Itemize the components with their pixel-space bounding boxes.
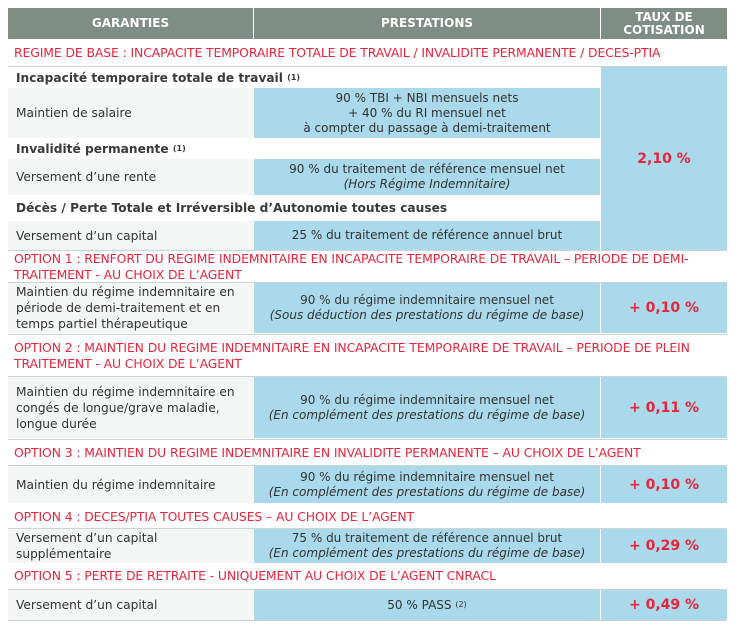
label-line: Versement d’un capital (16, 598, 158, 612)
label-option-1 (8, 283, 253, 333)
label-versement-rente: Versement d’une rente (8, 159, 253, 195)
divider (8, 334, 727, 335)
header-taux (601, 8, 727, 39)
benefit-option-1 (254, 283, 600, 333)
label-line: Maintien du régime indemnitaire en (16, 285, 235, 299)
header-garanties: GARANTIES (8, 8, 253, 39)
label-line: période de demi-traitement et en (16, 301, 221, 315)
benefit-line: 90 % TBI + NBI mensuels nets (335, 90, 519, 105)
label-line: supplémentaire (16, 547, 112, 561)
subheading-incapacite: Incapacité temporaire totale de travail (1) (16, 70, 301, 85)
label-versement-capital: Versement d’un capital (8, 221, 253, 250)
label-line: Maintien du régime indemnitaire en (16, 384, 235, 399)
rate-option-5: + 0,49 % (601, 590, 727, 620)
benefit-versement-rente (254, 159, 600, 195)
benefit-line: 90 % du régime indemnitaire mensuel net (300, 392, 554, 407)
label-option-5 (8, 590, 253, 620)
section-title-option-4: OPTION 4 : DECES/PTIA TOUTES CAUSES – AU CHOIX DE L’AGENT (14, 508, 415, 524)
section-title-option-1 (8, 251, 736, 282)
benefit-option-3 (254, 466, 600, 503)
label-line: Versement d’un capital (16, 531, 158, 545)
benefit-maintien-salaire (254, 88, 600, 138)
benefit-line: 90 % du traitement de référence mensuel net (289, 162, 565, 176)
label-line: temps partiel thérapeutique (16, 317, 188, 331)
benefit-option-2 (254, 377, 600, 438)
label-maintien-salaire: Maintien de salaire (8, 88, 253, 138)
benefit-line: à compter du passage à demi-traitement (303, 120, 551, 135)
title-line: OPTION 2 : MAINTIEN DU REGIME INDEMNITAIRE EN INCAPACITE TEMPORAIRE DE TRAVAIL – PERIODE DE PLEIN (14, 340, 690, 355)
label-option-3 (8, 466, 253, 503)
label-option-4 (8, 529, 253, 563)
subheading-deces (8, 195, 600, 220)
benefit-line: 25 % du traitement de référence annuel brut (291, 228, 563, 242)
section-title-option-3: OPTION 3 : MAINTIEN DU REGIME INDEMNITAIRE EN INVALIDITE PERMANENTE – AU CHOIX DE L’AGENT (14, 444, 641, 460)
benefit-note: (En complément des prestations du régime de base) (268, 546, 586, 560)
header-taux-line1: TAUX DE (635, 9, 693, 24)
subheading-text: Décès / Perte Totale et Irréversible d’Autonomie toutes causes (16, 200, 448, 215)
header-taux-line2: COTISATION (623, 22, 705, 37)
subheading-text: Incapacité temporaire totale de travail (16, 70, 283, 85)
divider (8, 620, 727, 621)
benefit-note: (Hors Régime Indemnitaire) (343, 177, 511, 191)
title-line: TRAITEMENT - AU CHOIX DE L’AGENT (14, 266, 242, 282)
rate-regime-base: 2,10 % (601, 67, 727, 250)
benefit-line: 75 % du traitement de référence annuel brut (291, 531, 563, 545)
rate-option-2: + 0,11 % (601, 377, 727, 438)
benefit-note: (Sous déduction des prestations du régime de base) (269, 308, 585, 322)
rate-option-1: + 0,10 % (601, 283, 727, 333)
benefit-versement-capital (254, 221, 600, 250)
section-title-option-5: OPTION 5 : PERTE DE RETRAITE - UNIQUEMENT AU CHOIX DE L’AGENT CNRACL (14, 568, 496, 583)
rate-option-4: + 0,29 % (601, 529, 727, 563)
benefit-note: (En complément des prestations du régime de base) (268, 407, 586, 422)
rate-option-3: + 0,10 % (601, 466, 727, 503)
section-title-option-2 (8, 337, 736, 375)
benefit-option-5: 50 % PASS (2) (254, 590, 600, 620)
subheading-invalidite: Invalidité permanente (1) (16, 141, 186, 156)
title-line: TRAITEMENT - AU CHOIX DE L’AGENT (14, 356, 242, 371)
benefit-line: 90 % du régime indemnitaire mensuel net (300, 469, 554, 484)
title-line: OPTION 1 : RENFORT DU REGIME INDEMNITAIRE EN INCAPACITE TEMPORAIRE DE TRAVAIL – PERIODE DE DEMI- (14, 250, 689, 266)
header-prestations: PRESTATIONS (254, 8, 600, 39)
label-option-2 (8, 377, 253, 438)
section-title-regime-base: REGIME DE BASE : INCAPACITE TEMPORAIRE TOTALE DE TRAVAIL / INVALIDITE PERMANENTE / DECES-PTIA (14, 45, 661, 60)
benefit-line: 50 % PASS (387, 597, 452, 612)
subheading-text: Invalidité permanente (16, 141, 169, 156)
label-line: Maintien du régime indemnitaire (16, 477, 216, 492)
benefit-line: 90 % du régime indemnitaire mensuel net (300, 293, 554, 307)
benefit-line: + 40 % du RI mensuel net (348, 105, 506, 120)
label-line: congés de longue/grave maladie, (16, 400, 220, 415)
benefit-note: (En complément des prestations du régime de base) (268, 484, 586, 499)
benefit-option-4 (254, 529, 600, 563)
label-line: longue durée (16, 416, 97, 431)
